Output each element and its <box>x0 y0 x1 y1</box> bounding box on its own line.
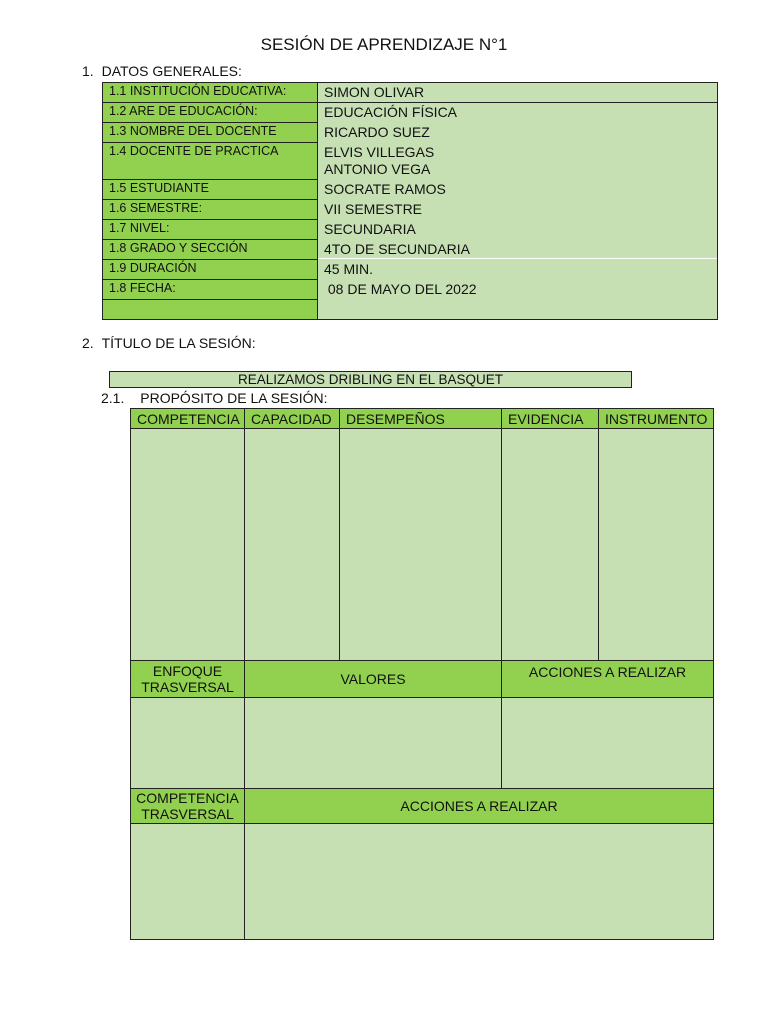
session-title-box <box>109 371 632 388</box>
section-21-heading <box>101 390 328 406</box>
header-evidencia: EVIDENCIA <box>501 408 599 429</box>
datos-label: 1.9 DURACIÓN <box>102 259 318 279</box>
section-21-number: 2.1. <box>101 390 125 406</box>
acciones-enfoque-label: ACCIONES A REALIZAR <box>528 664 687 680</box>
datos-value: ELVIS VILLEGAS <box>324 144 435 160</box>
datos-value: VII SEMESTRE <box>324 201 423 217</box>
datos-label: 1.3 NOMBRE DEL DOCENTE <box>102 122 318 142</box>
cell-evidencia <box>501 428 599 661</box>
header-desempenos: DESEMPEÑOS <box>339 408 502 429</box>
section-1-label: DATOS GENERALES: <box>101 63 242 79</box>
header-instrumento: INSTRUMENTO <box>598 408 714 429</box>
cell-valores <box>244 697 502 789</box>
datos-value: EDUCACIÓN FÍSICA <box>324 104 458 120</box>
header-capacidad: CAPACIDAD <box>244 408 340 429</box>
valores-label: VALORES <box>340 671 406 687</box>
datos-value: SIMON OLIVAR <box>324 84 425 100</box>
cell-competencia <box>130 428 245 661</box>
datos-label: 1.1 INSTITUCIÓN EDUCATIVA: <box>102 82 318 102</box>
datos-label: 1.8 GRADO Y SECCIÓN <box>102 239 318 259</box>
datos-value: 08 DE MAYO DEL 2022 <box>324 281 477 297</box>
header-valores <box>244 660 502 698</box>
section-2-number: 2. <box>82 335 94 351</box>
section-2-label: TÍTULO DE LA SESIÓN: <box>101 335 256 351</box>
datos-value: 4TO DE SECUNDARIA <box>324 241 470 257</box>
datos-divider-light <box>318 258 717 259</box>
comp-trasversal-line1: COMPETENCIA <box>136 790 239 806</box>
cell-competencia-trasversal <box>130 823 245 940</box>
cell-desempenos <box>339 428 502 661</box>
header-acciones-enfoque <box>501 660 714 698</box>
datos-value: 45 MIN. <box>324 261 374 277</box>
session-title-text: REALIZAMOS DRIBLING EN EL BASQUET <box>237 372 504 387</box>
datos-label: 1.4 DOCENTE DE PRACTICA <box>102 142 318 179</box>
cell-acciones-competencia <box>244 823 714 940</box>
datos-label: 1.7 NIVEL: <box>102 219 318 239</box>
header-competencia-trasversal <box>130 788 245 824</box>
datos-value: SECUNDARIA <box>324 221 416 237</box>
comp-trasversal-line2: TRASVERSAL <box>141 806 234 822</box>
cell-instrumento <box>598 428 714 661</box>
cell-capacidad <box>244 428 340 661</box>
acciones-competencia-label: ACCIONES A REALIZAR <box>400 798 558 814</box>
datos-divider <box>318 102 717 103</box>
datos-label: 1.6 SEMESTRE: <box>102 199 318 219</box>
cell-acciones-enfoque <box>501 697 714 789</box>
datos-value: SOCRATE RAMOS <box>324 181 446 197</box>
page-title: SESIÓN DE APRENDIZAJE N°1 <box>260 35 508 54</box>
datos-label: 1.5 ESTUDIANTE <box>102 179 318 199</box>
section-1-number: 1. <box>82 63 94 79</box>
header-enfoque-trasversal <box>130 660 245 698</box>
section-1-heading <box>82 63 242 79</box>
datos-label: 1.8 FECHA: <box>102 279 318 299</box>
section-21-label: PROPÓSITO DE LA SESIÓN: <box>140 390 328 406</box>
datos-value: ANTONIO VEGA <box>324 161 431 177</box>
section-2-heading <box>82 335 256 351</box>
enfoque-line1: ENFOQUE <box>152 663 223 679</box>
header-competencia: COMPETENCIA <box>130 408 245 429</box>
enfoque-line2: TRASVERSAL <box>141 679 234 695</box>
datos-label-empty <box>102 299 318 320</box>
datos-label: 1.2 ARE DE EDUCACIÓN: <box>102 102 318 122</box>
header-acciones-competencia <box>244 788 714 824</box>
datos-value: RICARDO SUEZ <box>324 124 430 140</box>
cell-enfoque <box>130 697 245 789</box>
